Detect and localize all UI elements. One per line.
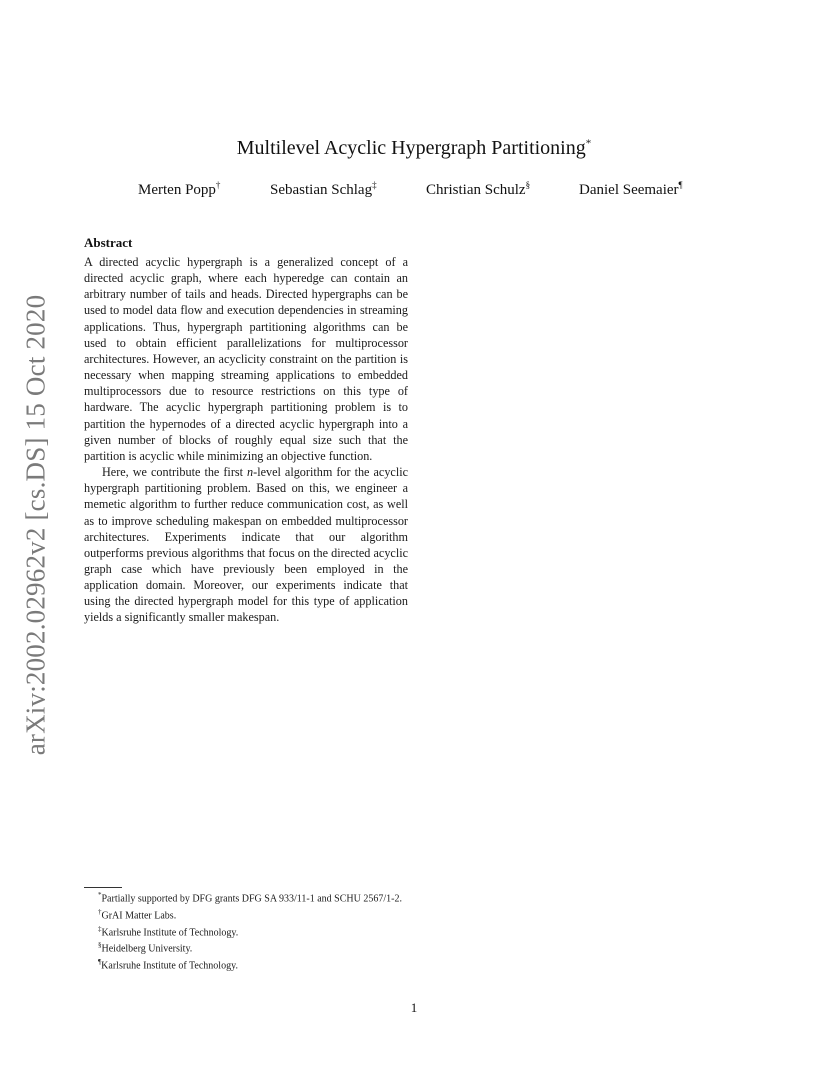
author-mark: § <box>525 180 531 190</box>
abstract-text: Here, we contribute the first <box>102 465 248 480</box>
page-number: 1 <box>410 1000 418 1015</box>
author-name: Daniel Seemaier <box>579 182 679 198</box>
abstract-heading: Abstract <box>84 235 133 250</box>
footnote-text: Heidelberg University. <box>101 943 193 955</box>
abstract-paragraph: A directed acyclic hypergraph is a generalized concept of a directed acyclic graph, where each hyperedge can contain an arbitrary number of tails and heads. Directed hypergraphs can be used to model data flow and execution dependencies in streaming applications. Thus, hypergraph partitioning algorithms can be used to obtain efficient parallelizations for multiprocessor architectures. However, an acyclicity constraint on the partition is necessary when mapping streaming applications to embedded multiprocessors due to resource restrictions on this type of hardware. The acyclic hypergraph partitioning problem is to partition the hypernodes of a directed acyclic hypergraph into a given number of blocks of roughly equal size such that the partition is acyclic while minimizing an objective function. <box>84 255 408 463</box>
author-mark: ¶ <box>678 180 683 190</box>
author <box>138 180 220 199</box>
footnote-mark: * <box>98 891 102 899</box>
footnote-text: GrAI Matter Labs. <box>101 910 177 922</box>
author-list <box>138 180 708 200</box>
author-name: Merten Popp <box>138 182 216 198</box>
footnote <box>84 956 408 973</box>
arxiv-stamp-text: arXiv:2002.02962v2 [cs.DS] 15 Oct 2020 <box>20 294 51 756</box>
footnotes <box>84 887 408 973</box>
abstract-paragraph <box>84 464 408 626</box>
footnote-text: Partially supported by DFG grants DFG SA 933/11-1 and SCHU 2567/1-2. <box>101 893 402 905</box>
footnote <box>84 939 408 956</box>
author <box>426 180 530 199</box>
footnote <box>84 889 408 906</box>
footnote-text: Karlsruhe Institute of Technology. <box>101 926 239 938</box>
footnote-mark: ¶ <box>98 958 102 967</box>
paper-title <box>0 137 828 160</box>
abstract-text: -level algorithm for the acyclic hypergraph partitioning problem. Based on this, we engineer a memetic algorithm to further reduce communication cost, as well as to improve scheduling makespan on embedded multiprocessor architectures. Experiments indicate that our algorithm outperforms previous algorithms that focus on the directed acyclic graph case which have previously been employed in the application domain. Moreover, our experiments indicate that using the directed hypergraph model for this type of application yields a significantly smaller makespan. <box>84 465 409 625</box>
footnote-mark: ‡ <box>98 924 102 933</box>
title-footnote-mark: * <box>585 137 592 150</box>
author <box>579 180 683 199</box>
paper-title-text: Multilevel Acyclic Hypergraph Partitioning <box>236 137 586 159</box>
author-mark: † <box>215 180 221 190</box>
footnote-text: Karlsruhe Institute of Technology. <box>101 960 238 972</box>
author-name: Sebastian Schlag <box>270 182 373 198</box>
abstract-body <box>84 254 408 626</box>
author-name: Christian Schulz <box>426 182 526 198</box>
footnote <box>84 923 408 940</box>
arxiv-stamp <box>14 290 58 760</box>
author-mark: ‡ <box>372 180 377 190</box>
author <box>270 180 377 199</box>
footnote <box>84 906 408 923</box>
footnote-rule <box>84 887 122 888</box>
footnote-mark: § <box>98 941 102 950</box>
abstract-math-n: n <box>247 465 254 480</box>
footnote-mark: † <box>98 907 102 916</box>
